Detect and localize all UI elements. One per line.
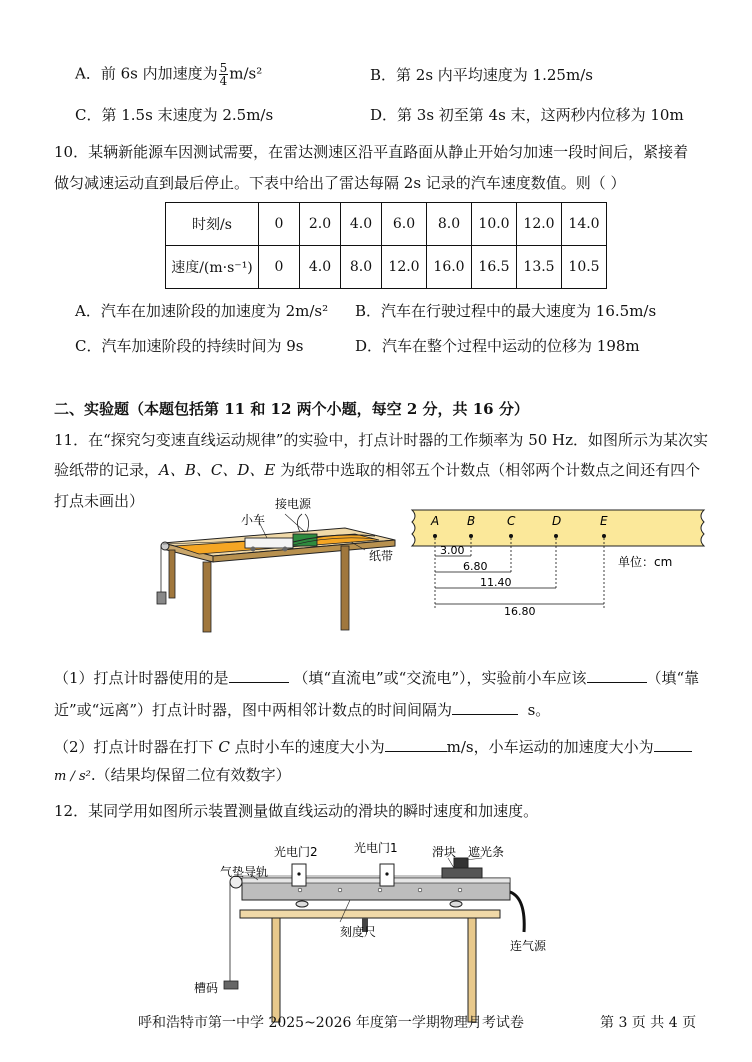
shade-label: 遮光条 (468, 845, 505, 859)
slider-label: 滑块 (432, 845, 457, 859)
q10-stem-line2: 做匀减速运动直到最后停止。下表中给出了雷达每隔 2s 记录的汽车速度数值。则（ ） (54, 174, 626, 192)
point-a-label: A (431, 514, 440, 528)
fraction: $\frac{5}{4}$ (219, 61, 228, 88)
cart-apparatus-figure (155, 488, 405, 638)
weight-label: 槽码 (194, 981, 219, 995)
answer-blank-3[interactable] (452, 698, 518, 715)
q11-stem-line3: 打点未画出） (54, 492, 145, 510)
footer-title: 呼和浩特市第一中学 2025~2026 年度第一学期物理月考试卷 (138, 1015, 524, 1031)
point-a (433, 534, 437, 538)
track-label: 气垫导轨 (220, 865, 269, 879)
q9-option-b: B．第 2s 内平均速度为 1.25m/s (370, 66, 593, 84)
point-b-label: B (467, 514, 476, 528)
q10-stem-line1: 10．某辆新能源车因测试需要，在雷达测速区沿平直路面从静止开始匀加速一段时间后，紧接着 (54, 143, 689, 161)
table-row-velocity: 速度/(m·s⁻¹) 0 4.0 8.0 12.0 16.0 16.5 13.5 10.5 (166, 246, 607, 289)
gate1-label: 光电门1 (354, 841, 398, 855)
table-header-velocity: 速度/(m·s⁻¹) (166, 246, 259, 289)
answer-blank-1[interactable] (229, 666, 289, 683)
distance-ab: 3.00 (440, 544, 465, 557)
q10-option-b: B．汽车在行驶过程中的最大速度为 16.5m/s (355, 302, 657, 320)
point-d (554, 534, 558, 538)
distance-ae: 16.80 (504, 605, 536, 618)
q11-part1-line1: （1）打点计时器使用的是 （填“直流电”或“交流电”），实验前小车应该 （填“靠 (54, 666, 699, 689)
point-b (469, 534, 473, 538)
q11-stem-line2: 验纸带的记录，A、B、C、D、E 为纸带中选取的相邻五个计数点（相邻两个计数点之间还有四个 (54, 461, 701, 479)
distance-ad: 11.40 (480, 576, 512, 589)
scale-label: 刻度尺 (340, 925, 377, 939)
answer-blank-4[interactable] (385, 735, 447, 752)
point-e (602, 534, 606, 538)
distance-ac: 6.80 (463, 560, 488, 573)
gate2-label: 光电门2 (274, 845, 318, 859)
air-label: 连气源 (510, 939, 547, 953)
q9-option-a: A．前 6s 内加速度为 $\frac{5}{4}$ m/s² (75, 61, 263, 88)
q11-part1-line2: 近”或“远离”）打点计时器，图中两相邻计数点的时间间隔为 s。 (54, 698, 550, 721)
q10-option-d: D．汽车在整个过程中运动的位移为 198m (355, 337, 640, 355)
air-track-figure (190, 836, 550, 1026)
answer-blank-2[interactable] (587, 666, 647, 683)
point-c-label: C (507, 514, 516, 528)
q11-part2-line2: m / s².（结果均保留二位有效数字） (54, 766, 291, 784)
q9-option-c: C．第 1.5s 末速度为 2.5m/s (75, 106, 274, 124)
tape-label: 纸带 (369, 549, 394, 563)
page-number: 第 3 页 共 4 页 (600, 1015, 697, 1031)
cart-label: 小车 (241, 513, 266, 527)
paper-tape-figure (408, 508, 708, 618)
table-header-time: 时刻/s (166, 203, 259, 246)
q10-option-a: A．汽车在加速阶段的加速度为 2m/s² (75, 302, 329, 320)
section2-heading: 二、实验题（本题包括第 11 和 12 两个小题，每空 2 分，共 16 分） (54, 400, 529, 418)
point-c (509, 534, 513, 538)
point-d-label: D (552, 514, 562, 528)
q12-stem: 12．某同学用如图所示装置测量做直线运动的滑块的瞬时速度和加速度。 (54, 802, 539, 820)
power-label: 接电源 (275, 497, 312, 511)
point-e-label: E (600, 514, 608, 528)
unit-label: 单位：cm (618, 555, 673, 569)
answer-blank-5[interactable] (654, 735, 692, 752)
q10-option-c: C．汽车加速阶段的持续时间为 9s (75, 337, 304, 355)
q11-part2-line1: （2）打点计时器在打下 C 点时小车的速度大小为 m/s，小车运动的加速度大小为 (54, 735, 692, 758)
q9-option-d: D．第 3s 初至第 4s 末，这两秒内位移为 10m (370, 106, 684, 124)
q11-stem-line1: 11．在“探究匀变速直线运动规律”的实验中，打点计时器的工作频率为 50 Hz．如图所示为某次实 (54, 431, 709, 449)
velocity-table (165, 202, 607, 289)
table-row-time: 时刻/s 0 2.0 4.0 6.0 8.0 10.0 12.0 14.0 (166, 203, 607, 246)
